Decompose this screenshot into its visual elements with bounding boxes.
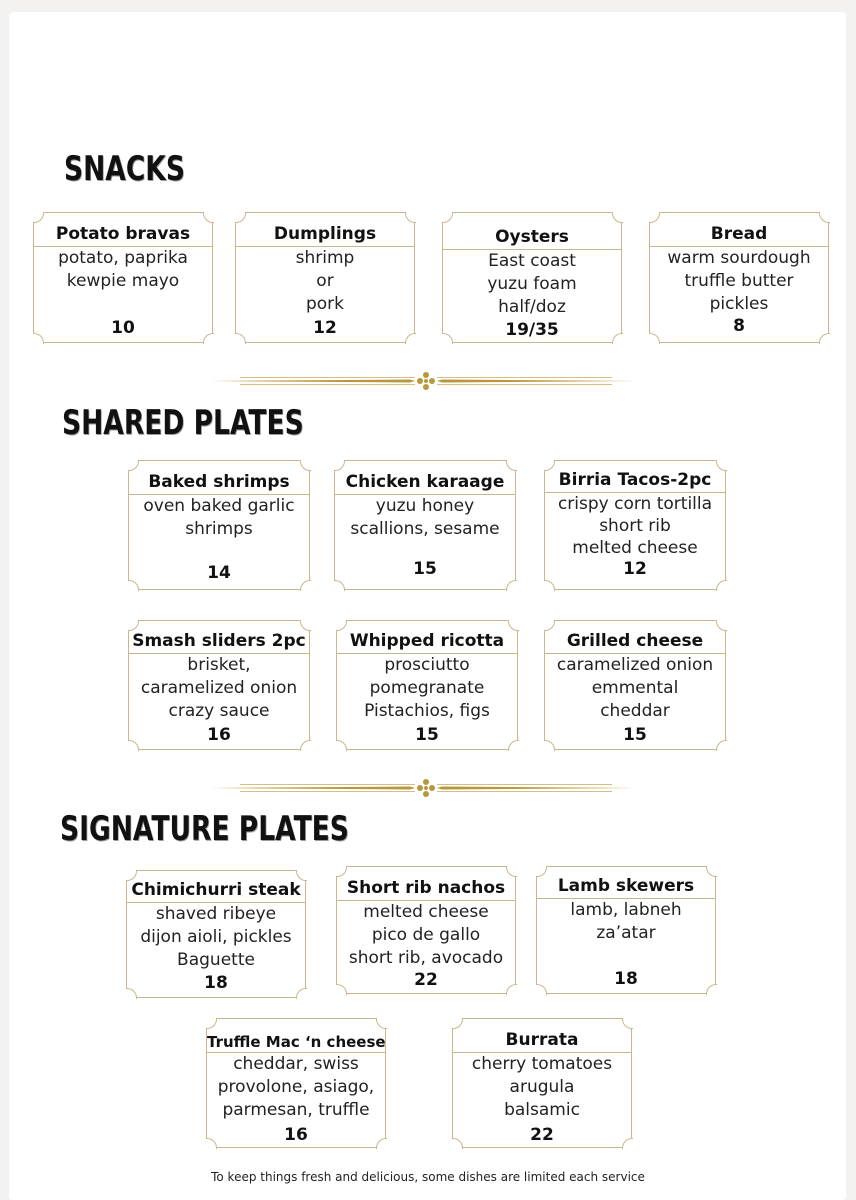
item-name: Baked shrimps [129, 461, 309, 495]
footer-note: To keep things fresh and delicious, some dishes are limited each service [211, 1170, 645, 1184]
item-desc: East coast [488, 251, 576, 271]
menu-card-dumplings [235, 212, 415, 343]
menu-card-burrata [452, 1018, 632, 1148]
item-price: 12 [313, 318, 337, 338]
item-name: Short rib nachos [337, 867, 515, 901]
item-desc: short rib, avocado [348, 948, 504, 968]
menu-card-grilled-cheese [544, 620, 726, 750]
ornament-cross-icon [210, 779, 642, 797]
item-name: Dumplings [236, 213, 414, 247]
ornament-divider [210, 371, 642, 391]
menu-card-smash-sliders [128, 620, 310, 750]
item-name: Whipped ricotta [337, 621, 517, 654]
item-desc: or [316, 271, 334, 291]
item-price: 15 [415, 725, 439, 745]
item-desc: lamb, labneh [570, 900, 682, 920]
item-desc: crazy sauce [168, 701, 270, 721]
item-price: 15 [413, 559, 437, 579]
menu-card-truffle-mac [206, 1018, 386, 1148]
item-price: 16 [207, 725, 231, 745]
ornament-divider [210, 778, 642, 798]
item-name: Chimichurri steak [127, 871, 305, 903]
item-price: 12 [623, 559, 647, 579]
item-desc: crispy corn tortilla [557, 494, 713, 514]
item-desc: parmesan, truffle [222, 1100, 370, 1120]
item-desc: brisket, [187, 655, 251, 675]
item-desc: scallions, sesame [350, 519, 500, 539]
section-title-signature-plates: SIGNATURE PLATES [60, 809, 349, 849]
item-desc: Baguette [177, 950, 255, 970]
item-name: Chicken karaage [335, 461, 515, 495]
item-price: 18 [614, 969, 638, 989]
menu-card-chicken-karaage [334, 460, 516, 590]
item-desc: shrimp [295, 248, 355, 268]
item-desc: kewpie mayo [66, 271, 180, 291]
menu-card-birria-tacos [544, 460, 726, 590]
menu-page [9, 12, 846, 1200]
item-desc: za’atar [596, 923, 656, 943]
item-price: 10 [111, 318, 135, 338]
item-desc: short rib [599, 516, 671, 536]
item-desc: prosciutto [384, 655, 470, 675]
item-desc: shrimps [185, 519, 253, 539]
item-desc: provolone, asiago, [217, 1077, 375, 1097]
item-desc: arugula [509, 1077, 575, 1097]
item-desc: balsamic [504, 1100, 580, 1120]
menu-card-whipped-ricotta [336, 620, 518, 750]
item-name: Grilled cheese [545, 621, 725, 654]
item-price: 19/35 [505, 320, 559, 340]
item-name: Smash sliders 2pc [129, 621, 309, 654]
item-price: 22 [530, 1125, 554, 1145]
item-desc: melted cheese [363, 902, 489, 922]
menu-card-potato-bravas [33, 212, 213, 343]
item-desc: cheddar, swiss [233, 1054, 359, 1074]
menu-card-short-rib-nachos [336, 866, 516, 994]
item-desc: melted cheese [572, 538, 698, 558]
item-price: 16 [284, 1125, 308, 1145]
item-desc: pomegranate [369, 678, 485, 698]
item-desc: half/doz [498, 297, 566, 317]
item-desc: pico de gallo [371, 925, 481, 945]
ornament-cross-icon [210, 372, 642, 390]
item-desc: dijon aioli, pickles [140, 927, 292, 947]
item-name: Burrata [453, 1019, 631, 1053]
item-desc: Pistachios, figs [364, 701, 490, 721]
item-desc: cheddar [600, 701, 670, 721]
section-title-shared-plates: SHARED PLATES [62, 403, 304, 443]
menu-card-chimichurri-steak [126, 870, 306, 998]
menu-card-oysters [442, 212, 622, 343]
item-price: 18 [204, 973, 228, 993]
item-desc: caramelized onion [556, 655, 714, 675]
item-price: 14 [207, 563, 231, 583]
item-desc: potato, paprika [58, 248, 188, 268]
item-desc: emmental [591, 678, 679, 698]
item-desc: pickles [709, 294, 769, 314]
item-name: Birria Tacos-2pc [545, 461, 725, 493]
item-desc: yuzu honey [375, 496, 475, 516]
section-title-snacks: SNACKS [64, 149, 185, 189]
item-name: Potato bravas [34, 213, 212, 247]
item-name: Lamb skewers [537, 867, 715, 899]
item-name: Bread [650, 213, 828, 247]
item-name: Oysters [443, 213, 621, 250]
item-price: 8 [733, 316, 745, 336]
item-desc: warm sourdough [667, 248, 811, 268]
item-desc: pork [305, 294, 345, 314]
menu-card-baked-shrimps [128, 460, 310, 590]
menu-card-bread [649, 212, 829, 343]
item-price: 22 [414, 970, 438, 990]
item-name: Truffle Mac ‘n cheese [207, 1019, 385, 1053]
item-desc: truffle butter [684, 271, 794, 291]
item-desc: yuzu foam [487, 274, 577, 294]
item-desc: caramelized onion [140, 678, 298, 698]
item-desc: shaved ribeye [155, 904, 277, 924]
item-price: 15 [623, 725, 647, 745]
item-desc: oven baked garlic [143, 496, 295, 516]
menu-card-lamb-skewers [536, 866, 716, 994]
item-desc: cherry tomatoes [471, 1054, 613, 1074]
